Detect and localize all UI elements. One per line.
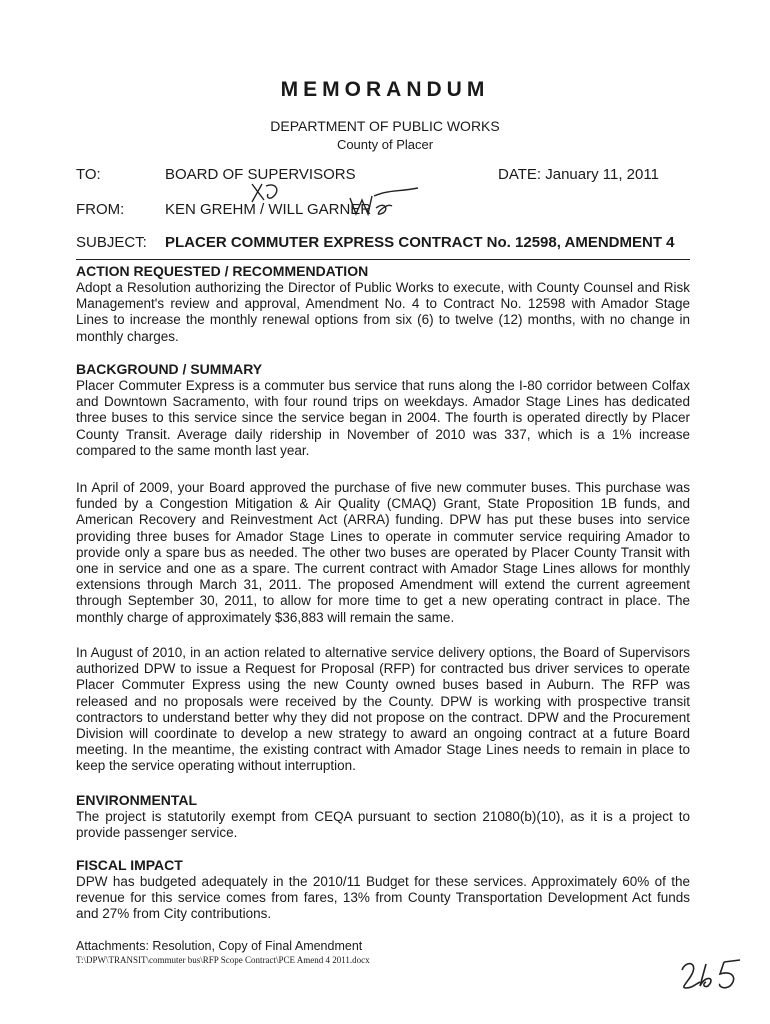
- to-label: TO:: [76, 166, 101, 183]
- background-section-2: [76, 480, 690, 626]
- county-name: County of Placer: [336, 137, 434, 152]
- department-name: DEPARTMENT OF PUBLIC WORKS: [270, 118, 500, 134]
- from-label: FROM:: [76, 201, 125, 218]
- handwritten-page-number: [676, 956, 752, 994]
- attachments-line: Attachments: Resolution, Copy of Final Amendment: [76, 939, 363, 953]
- header-divider: [76, 259, 690, 260]
- subject-value: PLACER COMMUTER EXPRESS CONTRACT No. 12598, AMENDMENT 4: [165, 234, 675, 251]
- from-value: KEN GREHM / WILL GARNER: [165, 201, 372, 218]
- fiscal-section: [76, 857, 690, 923]
- environmental-section: [76, 792, 690, 841]
- action-section: [76, 263, 690, 345]
- handwritten-initials-kg: [248, 180, 288, 206]
- memo-date: DATE: January 11, 2011: [498, 166, 659, 183]
- file-path: T:\DPW\TRANSIT\commuter bus\RFP Scope Contract\PCE Amend 4 2011.docx: [76, 955, 370, 965]
- background-paragraph-2: In April of 2009, your Board approved the purchase of five new commuter buses. This purchase was funded by a Congestion Mitigation & Air Quality (CMAQ) Grant, State Proposition 1B funds, and American Recovery and Reinvestment Act (ARRA) funding. DPW has put these buses into service providing three buses for Amador Stage Lines to operate in commuter service requiring Amador to provide only a spare bus as needed. The other two buses are operated by Placer County Transit with one in service and one as a spare. The current contract with Amador Stage Lines allows for monthly extensions through March 31, 2011. The proposed Amendment will extend the current agreement through September 30, 2011, to allow for more time to get a new operating contract in place. The monthly charge of approximately $36,883 will remain the same.: [76, 480, 690, 625]
- subject-label: SUBJECT:: [76, 234, 147, 251]
- environmental-paragraph: The project is statutorily exempt from CEQA pursuant to section 21080(b)(10), as it is a project to provide passenger service.: [76, 809, 690, 841]
- background-heading: BACKGROUND / SUMMARY: [76, 361, 263, 377]
- fiscal-heading: FISCAL IMPACT: [76, 857, 183, 873]
- fiscal-paragraph: DPW has budgeted adequately in the 2010/11 Budget for these services. Approximately 60% of the revenue for this service comes from fares, 13% from County Transportation Development Act funds and 27% from City contributions.: [76, 874, 690, 922]
- background-section-3: [76, 645, 690, 775]
- handwritten-initials-wg: [346, 186, 426, 220]
- to-value: BOARD OF SUPERVISORS: [165, 166, 356, 183]
- background-section: [76, 361, 690, 459]
- action-paragraph: Adopt a Resolution authorizing the Director of Public Works to execute, with County Counsel and Risk Management's review and approval, Amendment No. 4 to Contract No. 12598 with Amador Stage Lines to increase the monthly renewal options from six (6) to twelve (12) months, with no change in monthly charges.: [76, 280, 690, 344]
- action-heading: ACTION REQUESTED / RECOMMENDATION: [76, 263, 369, 279]
- environmental-heading: ENVIRONMENTAL: [76, 792, 198, 808]
- background-paragraph-3: In August of 2010, in an action related to alternative service delivery options, the Board of Supervisors authorized DPW to issue a Request for Proposal (RFP) for contracted bus driver services to operate Placer Commuter Express using the new County owned buses based in Auburn. The RFP was released and no proposals were received by the County. DPW is working with prospective transit contractors to understand better why they did not propose on the contract. DPW and the Procurement Division will coordinate to develop a new strategy to award an ongoing contract at a future Board meeting. In the meantime, the existing contract with Amador Stage Lines needs to remain in place to keep the service operating without interruption.: [76, 645, 690, 774]
- memo-title: MEMORANDUM: [280, 78, 490, 101]
- background-paragraph-1: Placer Commuter Express is a commuter bus service that runs along the I-80 corridor between Colfax and Downtown Sacramento, with four round trips on weekdays. Amador Stage Lines has dedicated three buses to this service since the service began in 2004. The fourth is operated directly by Placer County Transit. Average daily ridership in November of 2010 was 337, which is a 1% increase compared to the same month last year.: [76, 378, 690, 458]
